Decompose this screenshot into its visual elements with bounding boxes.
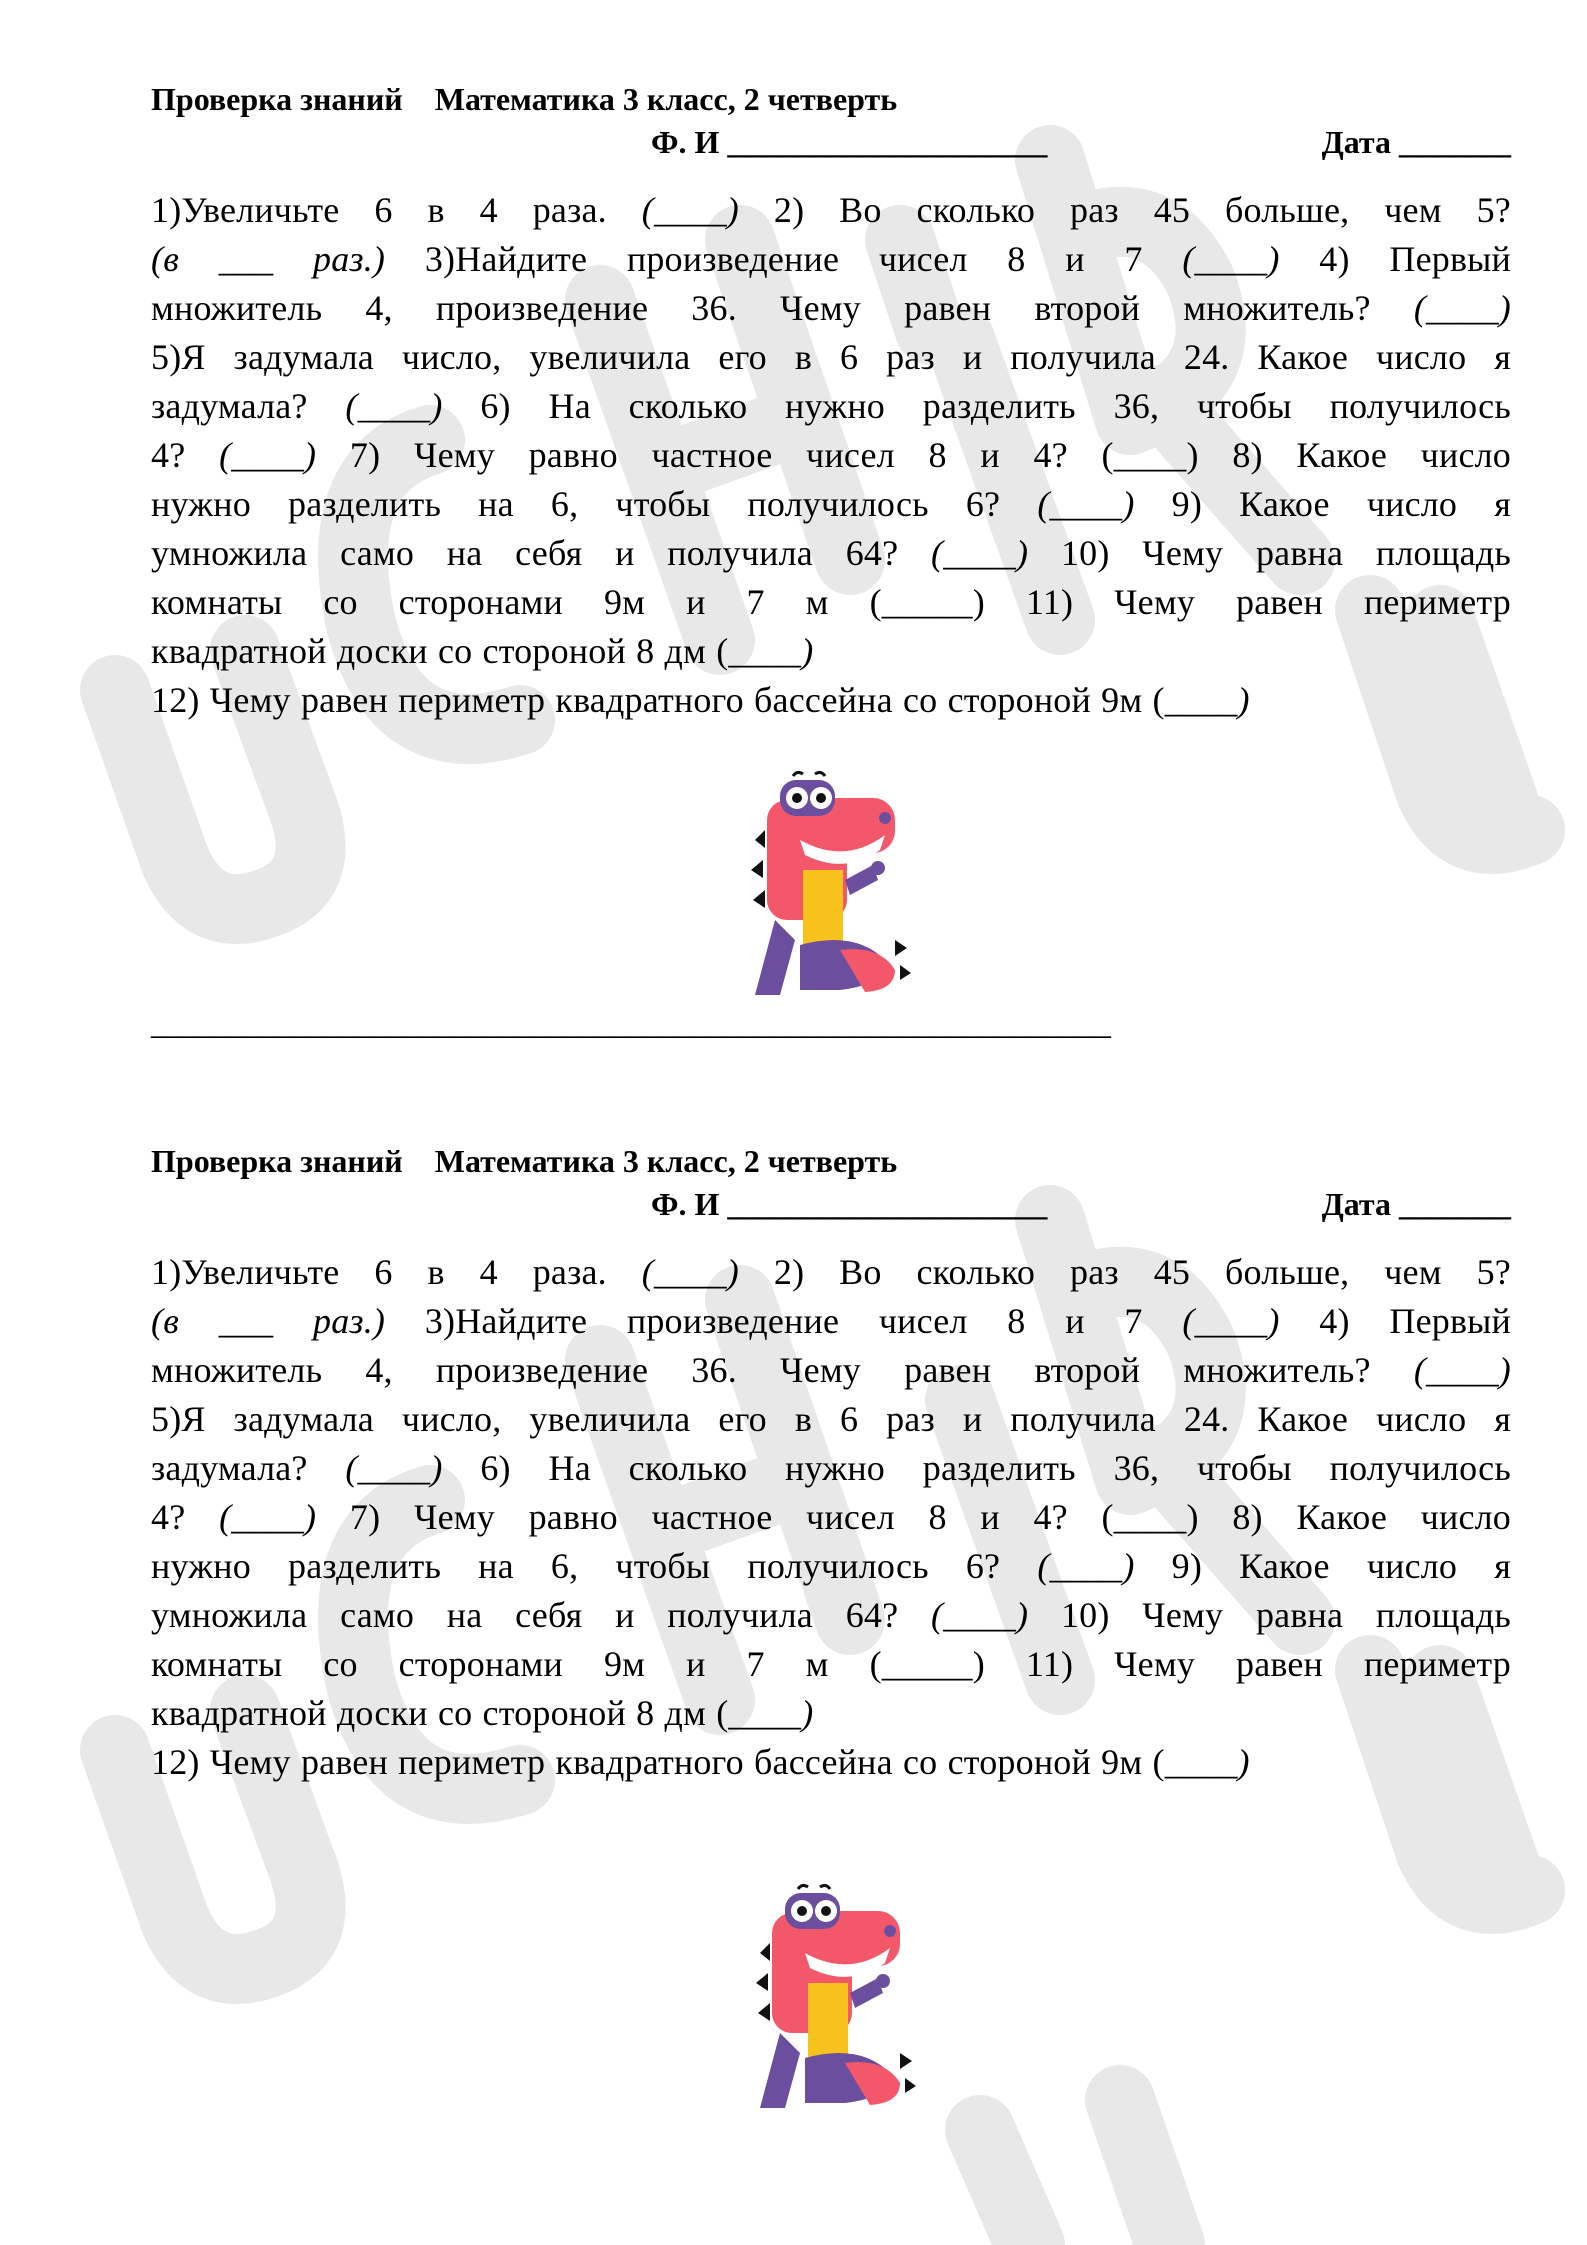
header-fields xyxy=(151,1182,1511,1226)
task-line: 5)Я задумала число, увеличила его в 6 раз и получила 24. Какое число я xyxy=(151,1399,1511,1439)
task-line: (в ___ раз.) 3)Найдите произведение чисел 8 и 7 (____) 4) Первый xyxy=(151,1301,1511,1341)
date-line: _______ xyxy=(1399,1186,1511,1222)
task-line: нужно разделить на 6, чтобы получилось 6? (____) 9) Какое число я xyxy=(151,484,1511,524)
task-line: (в ___ раз.) 3)Найдите произведение чисел 8 и 7 (____) 4) Первый xyxy=(151,239,1511,279)
header-subject: Математика 3 класс, 2 четверть xyxy=(434,1143,898,1179)
answer-blank[interactable]: (____) xyxy=(1413,1350,1511,1390)
cut-line-divider: ____________________________________________________________ xyxy=(151,1005,1111,1041)
name-line: ____________________ xyxy=(727,1186,1048,1222)
answer-blank[interactable]: (____) xyxy=(345,1448,443,1488)
header-subject: Математика 3 класс, 2 четверть xyxy=(434,81,898,117)
worksheet-header xyxy=(151,1140,1511,1182)
tasks-text xyxy=(151,1248,1511,1787)
name-field[interactable] xyxy=(651,120,1047,164)
task-line: 1)Увеличьте 6 в 4 раза. (____) 2) Во сколько раз 45 больше, чем 5? xyxy=(151,1252,1511,1292)
header-title: Проверка знаний xyxy=(151,1143,403,1179)
answer-blank[interactable]: (____) xyxy=(1413,288,1511,328)
dinosaur-mascot-icon xyxy=(750,1883,920,2113)
task-line: умножила само на себя и получила 64? (____) 10) Чему равна площадь xyxy=(151,533,1511,573)
task-line: 4? (____) 7) Чему равно частное чисел 8 и 4? (____) 8) Какое число xyxy=(151,1497,1511,1537)
worksheet-1 xyxy=(151,78,1511,725)
task-line: 12) Чему равен периметр квадратного бассейна со стороной 9м (____) xyxy=(151,1742,1250,1782)
answer-blank[interactable]: (____) xyxy=(1182,239,1280,279)
task-line: нужно разделить на 6, чтобы получилось 6? (____) 9) Какое число я xyxy=(151,1546,1511,1586)
answer-blank[interactable]: (____) xyxy=(1182,1301,1280,1341)
name-label: Ф. И xyxy=(651,124,720,160)
answer-blank[interactable]: (____) xyxy=(345,386,443,426)
answer-blank[interactable]: (в ___ раз.) xyxy=(151,1301,386,1341)
name-field[interactable] xyxy=(651,1182,1047,1226)
task-line: квадратной доски со стороной 8 дм (____) xyxy=(151,1693,814,1733)
task-line: 12) Чему равен периметр квадратного бассейна со стороной 9м (____) xyxy=(151,680,1250,720)
worksheet-header xyxy=(151,78,1511,120)
tasks-text xyxy=(151,186,1511,725)
answer-blank[interactable]: (в ___ раз.) xyxy=(151,239,386,279)
task-line: умножила само на себя и получила 64? (____) 10) Чему равна площадь xyxy=(151,1595,1511,1635)
answer-blank[interactable]: (____) xyxy=(931,1595,1029,1635)
date-label: Дата xyxy=(1321,1186,1391,1222)
date-field[interactable] xyxy=(1322,1182,1511,1226)
name-label: Ф. И xyxy=(651,1186,720,1222)
answer-blank[interactable]: (____) xyxy=(641,1252,739,1292)
worksheet-2 xyxy=(151,1140,1511,1787)
answer-blank[interactable]: (____) xyxy=(1037,1546,1135,1586)
task-line: 1)Увеличьте 6 в 4 раза. (____) 2) Во сколько раз 45 больше, чем 5? xyxy=(151,190,1511,230)
date-field[interactable] xyxy=(1322,120,1511,164)
task-line: задумала? (____) 6) На сколько нужно разделить 36, чтобы получилось xyxy=(151,1448,1511,1488)
answer-blank[interactable]: (____) xyxy=(219,435,317,475)
task-line: комнаты со сторонами 9м и 7 м (_____) 11) Чему равен периметр xyxy=(151,1644,1511,1684)
answer-blank[interactable]: (____) xyxy=(1037,484,1135,524)
date-line: _______ xyxy=(1399,124,1511,160)
task-line: множитель 4, произведение 36. Чему равен второй множитель? (____) xyxy=(151,1350,1511,1390)
answer-blank[interactable]: (____) xyxy=(931,533,1029,573)
task-line: комнаты со сторонами 9м и 7 м (_____) 11) Чему равен периметр xyxy=(151,582,1511,622)
header-fields xyxy=(151,120,1511,164)
date-label: Дата xyxy=(1321,124,1391,160)
task-line: 5)Я задумала число, увеличила его в 6 раз и получила 24. Какое число я xyxy=(151,337,1511,377)
task-line: 4? (____) 7) Чему равно частное чисел 8 и 4? (____) 8) Какое число xyxy=(151,435,1511,475)
answer-blank[interactable]: (____) xyxy=(219,1497,317,1537)
dinosaur-mascot-icon xyxy=(745,770,915,1000)
answer-blank[interactable]: (____) xyxy=(641,190,739,230)
header-title: Проверка знаний xyxy=(151,81,403,117)
name-line: ____________________ xyxy=(727,124,1048,160)
task-line: квадратной доски со стороной 8 дм (____) xyxy=(151,631,814,671)
task-line: задумала? (____) 6) На сколько нужно разделить 36, чтобы получилось xyxy=(151,386,1511,426)
task-line: множитель 4, произведение 36. Чему равен второй множитель? (____) xyxy=(151,288,1511,328)
